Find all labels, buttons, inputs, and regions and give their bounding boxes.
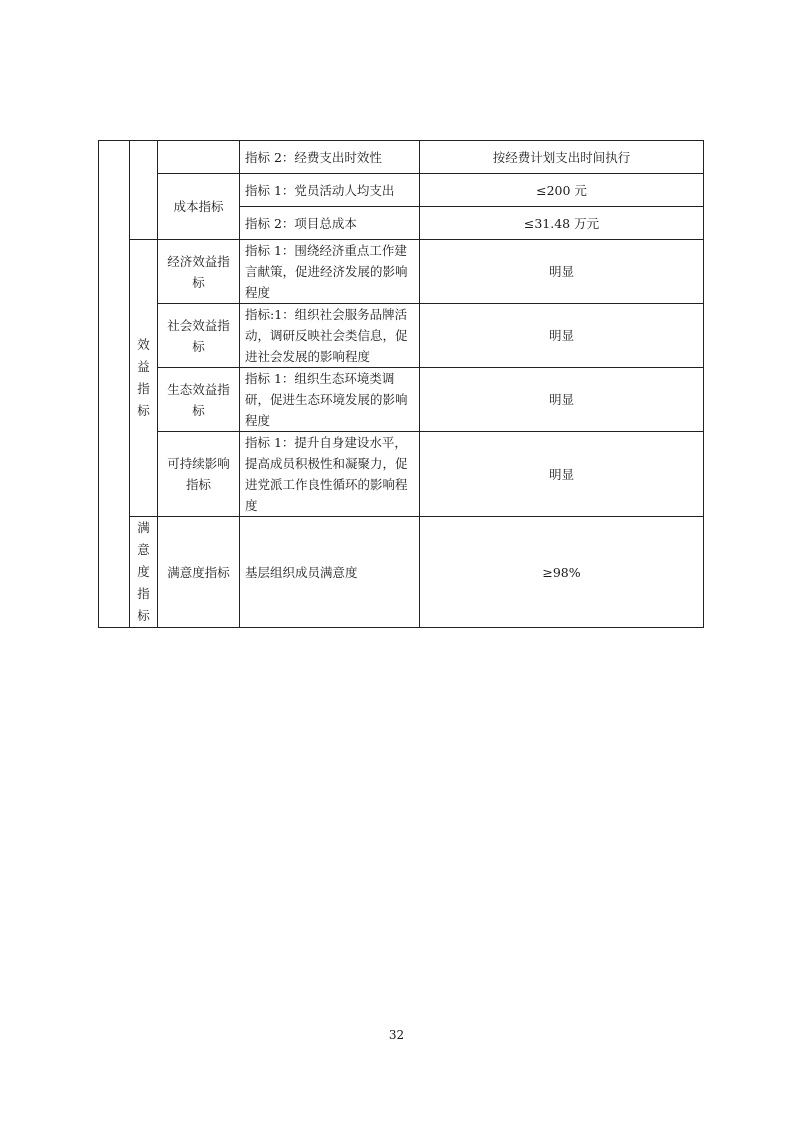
target-value-cell: ≥98% [420,517,704,628]
category-char: 标 [137,608,150,623]
indicator-cell: 指标 1：围绕经济重点工作建言献策，促进经济发展的影响程度 [240,240,420,304]
table-row [99,432,704,517]
table-row [99,174,704,207]
indicator-cell: 指标 2：项目总成本 [240,207,420,240]
target-value-cell: 明显 [420,240,704,304]
table-row [99,240,704,304]
target-value-cell: 按经费计划支出时间执行 [420,141,704,174]
category-cell-benefit [130,240,158,517]
category-char: 效 [137,337,150,352]
indicator-cell: 指标 2：经费支出时效性 [240,141,420,174]
table-row [99,517,704,628]
table-row [99,368,704,432]
category-char: 标 [137,403,150,418]
category-char: 度 [137,564,150,579]
category-char: 意 [137,542,150,557]
category-cell-satisfaction [130,517,158,628]
subcategory-cell: 成本指标 [158,174,240,240]
indicator-cell: 指标:1：组织社会服务品牌活动，调研反映社会类信息，促进社会发展的影响程度 [240,304,420,368]
performance-indicator-table [98,140,704,628]
target-value-cell: ≤31.48 万元 [420,207,704,240]
target-value-cell: 明显 [420,304,704,368]
target-value-cell: 明显 [420,432,704,517]
subcategory-cell: 满意度指标 [158,517,240,628]
table-row [99,304,704,368]
outer-category-cell [99,141,130,628]
category-char: 满 [137,520,150,535]
subcategory-cell: 经济效益指标 [158,240,240,304]
category-cell-continued [130,141,158,240]
subcategory-cell: 生态效益指标 [158,368,240,432]
subcategory-cell-empty [158,141,240,174]
subcategory-cell: 可持续影响指标 [158,432,240,517]
category-char: 指 [137,586,150,601]
subcategory-cell: 社会效益指标 [158,304,240,368]
target-value-cell: ≤200 元 [420,174,704,207]
category-char: 指 [137,381,150,396]
indicator-cell: 指标 1：组织生态环境类调研，促进生态环境发展的影响程度 [240,368,420,432]
indicator-cell: 指标 1：提升自身建设水平，提高成员积极性和凝聚力，促进党派工作良性循环的影响程度 [240,432,420,517]
page-number: 32 [388,1028,405,1042]
table-row [99,141,704,174]
target-value-cell: 明显 [420,368,704,432]
category-char: 益 [137,359,150,374]
indicator-cell: 基层组织成员满意度 [240,517,420,628]
indicator-cell: 指标 1：党员活动人均支出 [240,174,420,207]
indicator-table [98,140,704,628]
